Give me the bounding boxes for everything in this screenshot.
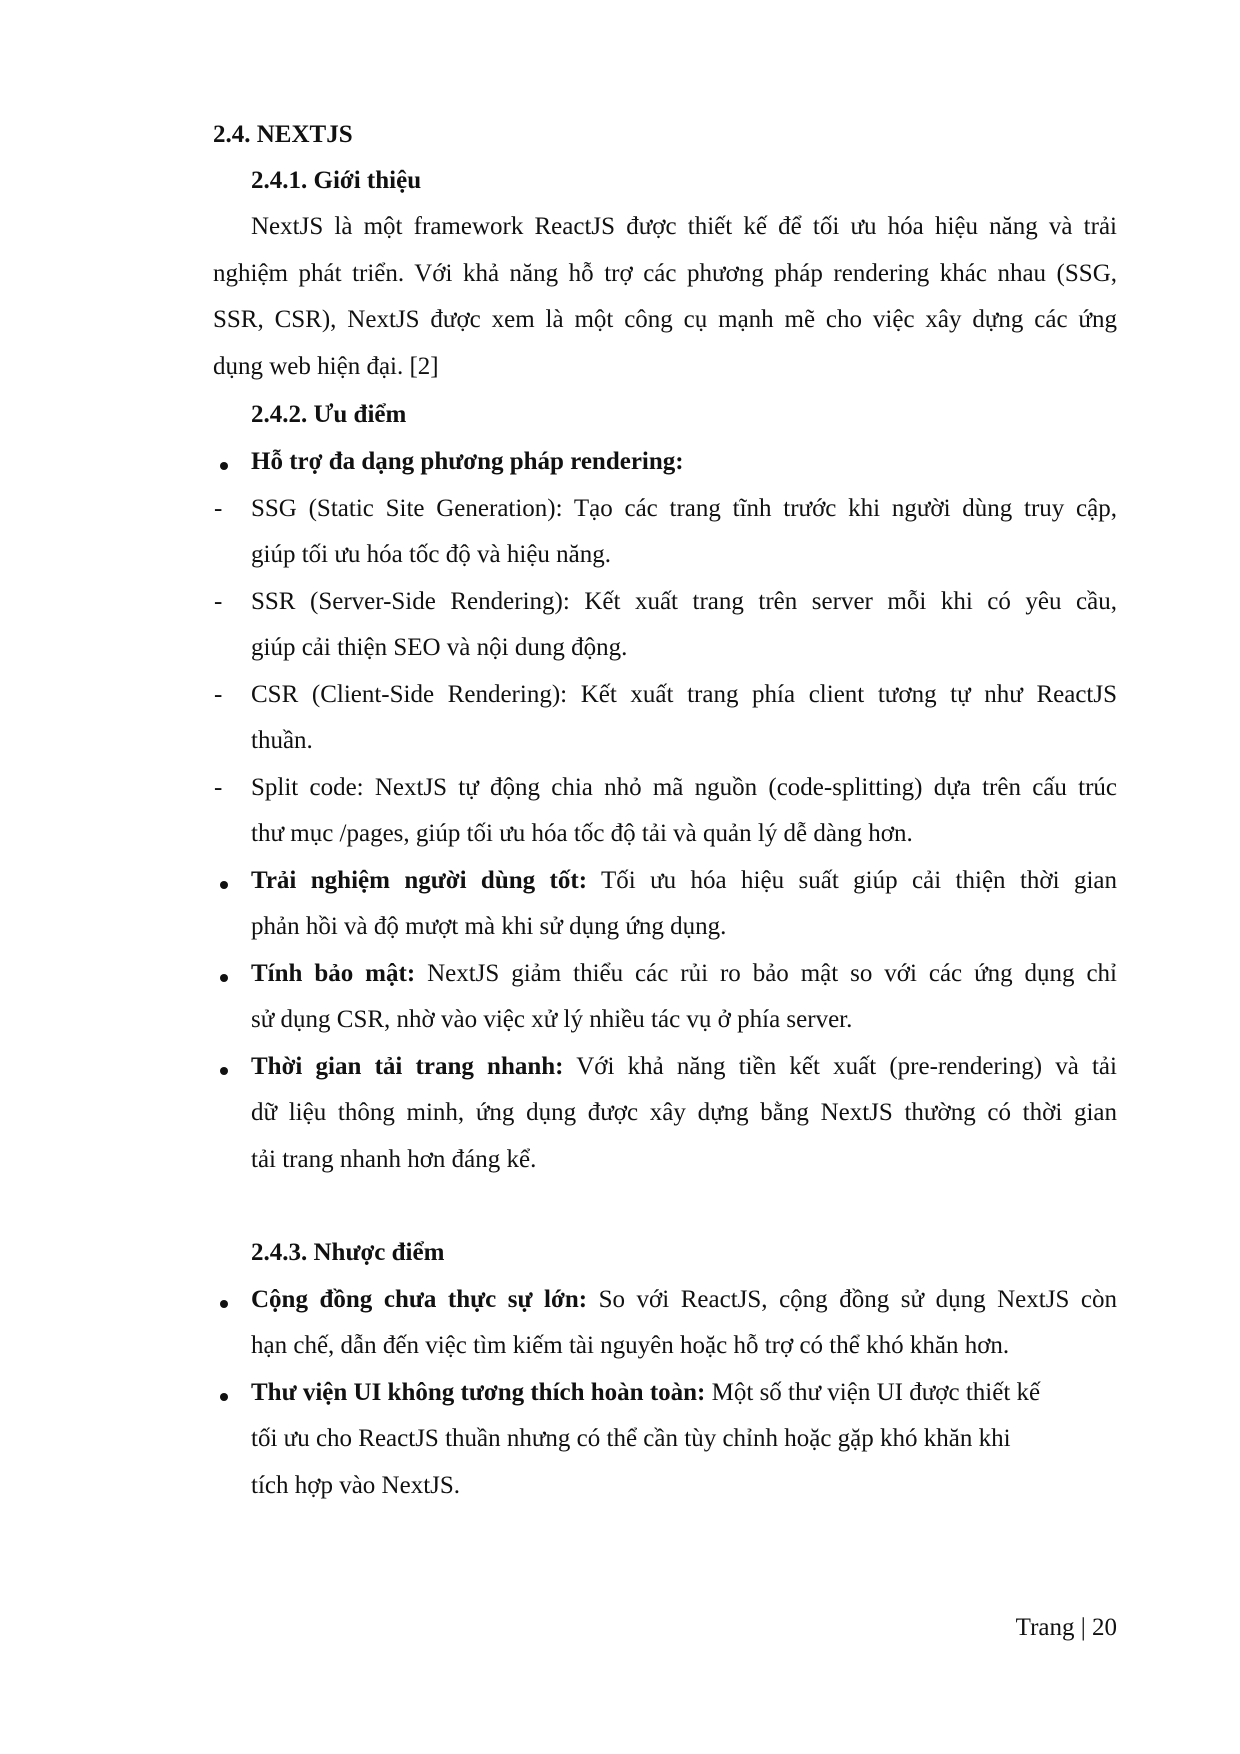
section-title: 2.4. NEXTJS	[213, 121, 353, 148]
intro-line: SSR, CSR), NextJS được xem là một công cụ mạnh mẽ cho việc xây dựng các ứng	[213, 306, 1117, 333]
advantages-heading: 2.4.2. Ưu điểm	[251, 401, 407, 428]
page-number: Trang | 20	[1015, 1614, 1117, 1641]
disadvantage-bullet-line: tích hợp vào NextJS.	[251, 1472, 461, 1499]
intro-heading: 2.4.1. Giới thiệu	[251, 167, 422, 194]
intro-line: NextJS là một framework ReactJS được thiết kế để tối ưu hóa hiệu năng và trải	[251, 213, 1117, 240]
disadvantage-bullet-title: Thư viện UI không tương thích hoàn toàn:	[251, 1379, 706, 1406]
advantage-bullet-text: Tối ưu hóa hiệu suất giúp cải thiện thời gian	[587, 867, 1117, 894]
disadvantage-bullet-text: Một số thư viện UI được thiết kế	[705, 1379, 1041, 1406]
dash-item-line: thư mục /pages, giúp tối ưu hóa tốc độ tải và quản lý dễ dàng hơn.	[251, 820, 913, 847]
dash-item-line: SSR (Server-Side Rendering): Kết xuất trang trên server mỗi khi có yêu cầu,	[251, 588, 1117, 615]
dash-marker: -	[214, 588, 223, 615]
bullet-dot-icon	[220, 1300, 228, 1308]
advantage-bullet-line: dữ liệu thông minh, ứng dụng được xây dựng bằng NextJS thường có thời gian	[251, 1099, 1117, 1126]
bullet-dot-icon	[220, 462, 228, 470]
intro-line: nghiệm phát triển. Với khả năng hỗ trợ các phương pháp rendering khác nhau (SSG,	[213, 260, 1117, 287]
advantage-bullet-title: Thời gian tải trang nhanh:	[251, 1053, 564, 1080]
dash-item-line: CSR (Client-Side Rendering): Kết xuất trang phía client tương tự như ReactJS	[251, 681, 1117, 708]
dash-item-line: giúp cải thiện SEO và nội dung động.	[251, 634, 628, 661]
disadvantages-heading: 2.4.3. Nhược điểm	[251, 1239, 445, 1266]
disadvantage-bullet-line	[251, 1285, 1117, 1315]
dash-item-line: thuần.	[251, 727, 313, 754]
dash-item-line: SSG (Static Site Generation): Tạo các trang tĩnh trước khi người dùng truy cập,	[251, 495, 1117, 522]
dash-item-line: giúp tối ưu hóa tốc độ và hiệu năng.	[251, 541, 612, 568]
disadvantage-bullet-line	[251, 1378, 1040, 1408]
advantage-bullet-text: Với khả năng tiền kết xuất (pre-rendering) và tải	[563, 1053, 1117, 1080]
advantage-bullet-line	[251, 1052, 1117, 1082]
dash-item-line: Split code: NextJS tự động chia nhỏ mã nguồn (code-splitting) dựa trên cấu trúc	[251, 774, 1117, 801]
advantage-bullet-line: tải trang nhanh hơn đáng kể.	[251, 1146, 537, 1173]
advantage-bullet-title: Tính bảo mật:	[251, 960, 416, 987]
rendering-bullet: Hỗ trợ đa dạng phương pháp rendering:	[251, 448, 684, 475]
dash-marker: -	[214, 774, 223, 801]
bullet-dot-icon	[220, 1393, 228, 1401]
bullet-dot-icon	[220, 881, 228, 889]
advantage-bullet-title: Trải nghiệm người dùng tốt:	[251, 867, 588, 894]
dash-marker: -	[214, 495, 223, 522]
disadvantage-bullet-line: hạn chế, dẫn đến việc tìm kiếm tài nguyên hoặc hỗ trợ có thể khó khăn hơn.	[251, 1332, 1010, 1359]
advantage-bullet-line	[251, 866, 1117, 896]
advantage-bullet-line	[251, 959, 1117, 989]
intro-line: dụng web hiện đại. [2]	[213, 353, 439, 380]
advantage-bullet-text: NextJS giảm thiểu các rủi ro bảo mật so với các ứng dụng chỉ	[415, 960, 1117, 987]
advantage-bullet-line: sử dụng CSR, nhờ vào việc xử lý nhiều tác vụ ở phía server.	[251, 1006, 853, 1033]
bullet-dot-icon	[220, 974, 228, 982]
disadvantage-bullet-line: tối ưu cho ReactJS thuần nhưng có thể cần tùy chỉnh hoặc gặp khó khăn khi	[251, 1425, 1011, 1452]
dash-marker: -	[214, 681, 223, 708]
advantage-bullet-line: phản hồi và độ mượt mà khi sử dụng ứng dụng.	[251, 913, 727, 940]
disadvantage-bullet-text: So với ReactJS, cộng đồng sử dụng NextJS còn	[587, 1286, 1117, 1313]
bullet-dot-icon	[220, 1067, 228, 1075]
disadvantage-bullet-title: Cộng đồng chưa thực sự lớn:	[251, 1286, 588, 1313]
